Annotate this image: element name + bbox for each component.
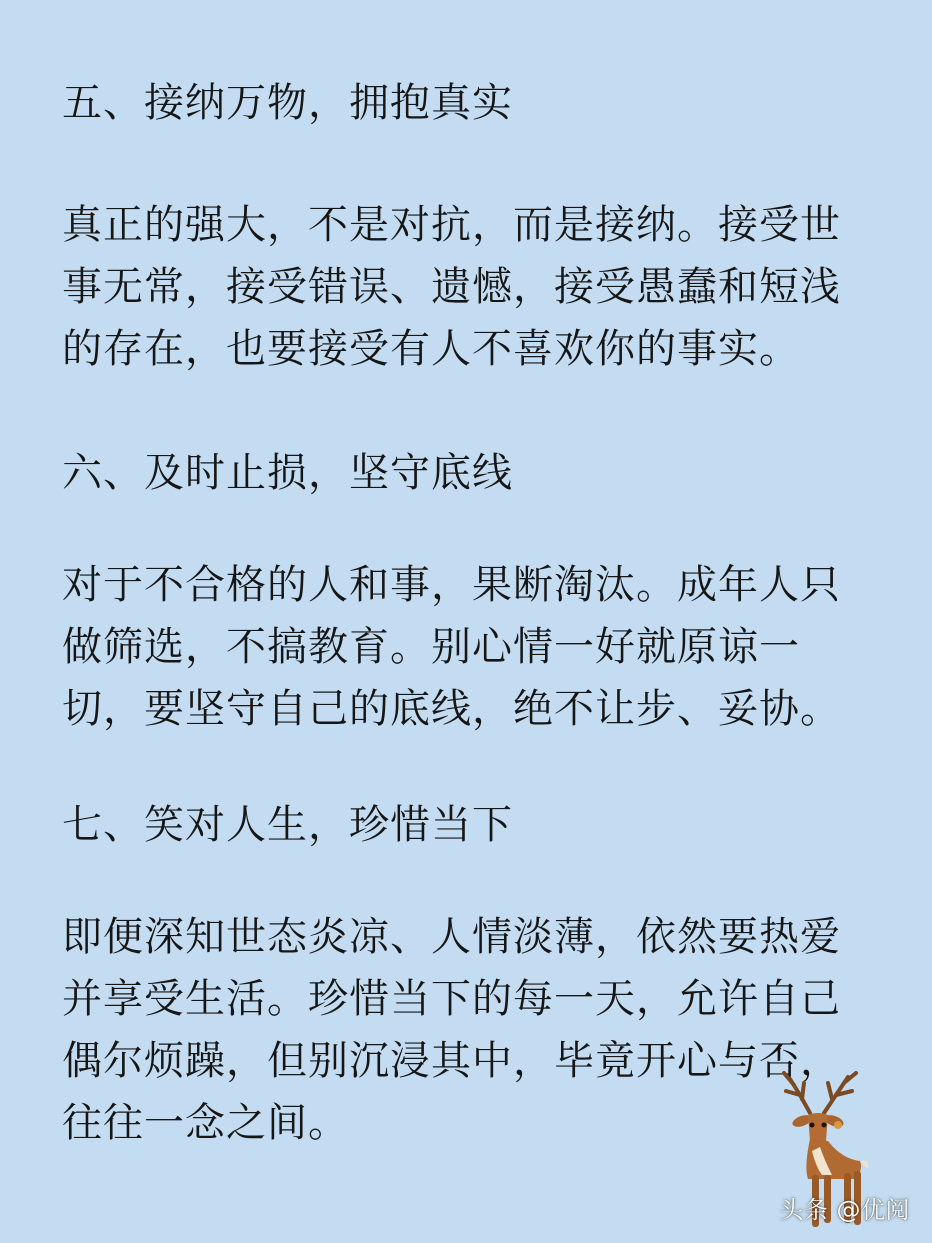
paragraph-line: 偶尔烦躁，但别沉浸其中，毕竟开心与否，: [62, 1038, 841, 1084]
paragraph-line: 往往一念之间。: [62, 1100, 349, 1146]
watermark-text: 头条 @优阅: [779, 1196, 910, 1224]
paragraph-line: 即便深知世态炎凉、人情淡薄，依然要热爱: [62, 914, 841, 960]
paragraph-line: 做筛选，不搞教育。别心情一好就原谅一: [62, 624, 800, 670]
paragraph-line: 对于不合格的人和事，果断淘汰。成年人只: [62, 562, 841, 608]
paragraph-line: 的存在，也要接受有人不喜欢你的事实。: [62, 326, 800, 372]
paragraph-line: 真正的强大，不是对抗，而是接纳。接受世: [62, 202, 841, 248]
section-paragraph-6: [62, 554, 841, 740]
paragraph-line: 切，要坚守自己的底线，绝不让步、妥协。: [62, 686, 841, 732]
section-heading-6: 六、及时止损，坚守底线: [62, 450, 513, 496]
paragraph-line: 事无常，接受错误、遗憾，接受愚蠢和短浅: [62, 264, 841, 310]
section-paragraph-7: [62, 906, 841, 1154]
section-heading-5: 五、接纳万物，拥抱真实: [62, 80, 513, 126]
section-paragraph-5: [62, 194, 841, 380]
paragraph-line: 并享受生活。珍惜当下的每一天，允许自己: [62, 976, 841, 1022]
section-heading-7: 七、笑对人生，珍惜当下: [62, 802, 513, 848]
